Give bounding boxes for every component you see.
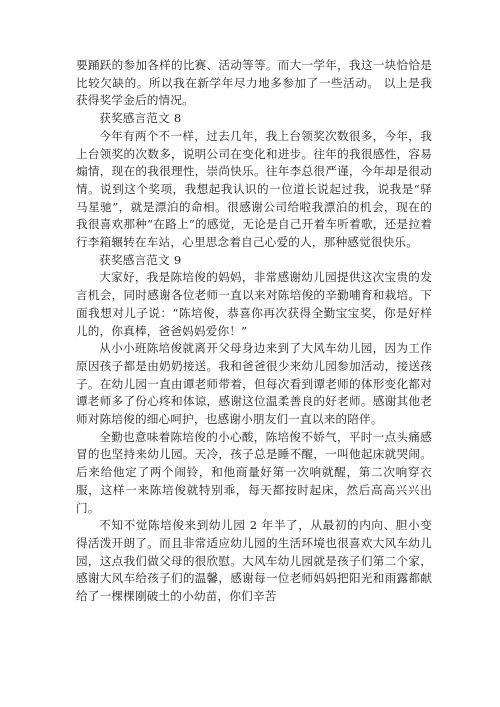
document-body xyxy=(76,57,432,606)
paragraph-full-attendance: 全勤也意味着陈培俊的小心酸，陈培俊不娇气，平时一点头痛感冒的也坚持来幼儿园。天冷，孩子总是睡不醒，一叫他起床就哭闹。后来给他定了两个闹铃，和他商量好第一次响就醒，第二次响穿衣服，这样一来陈培俊就特别乖，每天都按时起床，然后高高兴兴出门。 xyxy=(76,429,432,515)
continuation-paragraph: 要踊跃的参加各样的比赛、活动等等。而大一学年，我这一块恰恰是比较欠缺的。所以我在新学年尽力地多参加了一些活动。 以上是我获得奖学金后的情况。 xyxy=(76,58,432,108)
paragraph-essay-8: 今年有两个不一样，过去几年，我上台领奖次数很多，今年，我上台领奖的次数多，说明公司在变化和进步。往年的我很感性，容易煽情，现在的我很理性，崇尚快乐。往年李总很严谨，今年却是很动情。说到这个奖项，我想起我认识的一位道长说起过我，说我是“驿马星驰”，就是漂泊的命相。很感谢公司给啦我漂泊的机会，现在的我很喜欢那种“在路上”的感觉，无论是自己开着车听着歌，还是拉着行李箱辗转在车站，心里思念着自己心爱的人，那种感觉很快乐。 xyxy=(76,128,432,250)
paragraph-greeting: 大家好，我是陈培俊的妈妈，非常感谢幼儿园提供这次宝贵的发言机会，同时感谢各位老师一直以来对陈培俊的辛勤哺育和栽培。下面我想对儿子说：“陈培俊，恭喜你再次获得全勤宝宝奖，你是好样儿的，你真棒，爸爸妈妈爱你！” xyxy=(76,270,432,338)
paragraph-growth: 不知不觉陈培俊来到幼儿园 2 年半了，从最初的内向、胆小变得活泼开朗了。而且非常适应幼儿园的生活环境也很喜欢大风车幼儿园，这点我们做父母的很欣慰。大风车幼儿园就是孩子们第二个家，感谢大风车给孩子们的温馨，感谢每一位老师妈妈把阳光和雨露都献给了一棵棵刚破土的小幼苗，你们辛苦 xyxy=(76,518,432,604)
section-heading-9: 获奖感言范文 9 xyxy=(99,252,182,267)
paragraph-kindergarten-history: 从小小班陈培俊就离开父母身边来到了大风车幼儿园，因为工作原因孩子都是由奶奶接送。我和爸爸很少来幼儿园参加活动，接送孩子。在幼儿园一直由谭老师带着，但每次看到谭老师的体形变化都对谭老师多了份心疼和体谅，感谢这位温柔善良的好老师。感谢其他老师对陈培俊的细心呵护，也感谢小朋友们一直以来的陪伴。 xyxy=(76,341,432,427)
section-heading-8: 获奖感言范文 8 xyxy=(99,111,182,126)
